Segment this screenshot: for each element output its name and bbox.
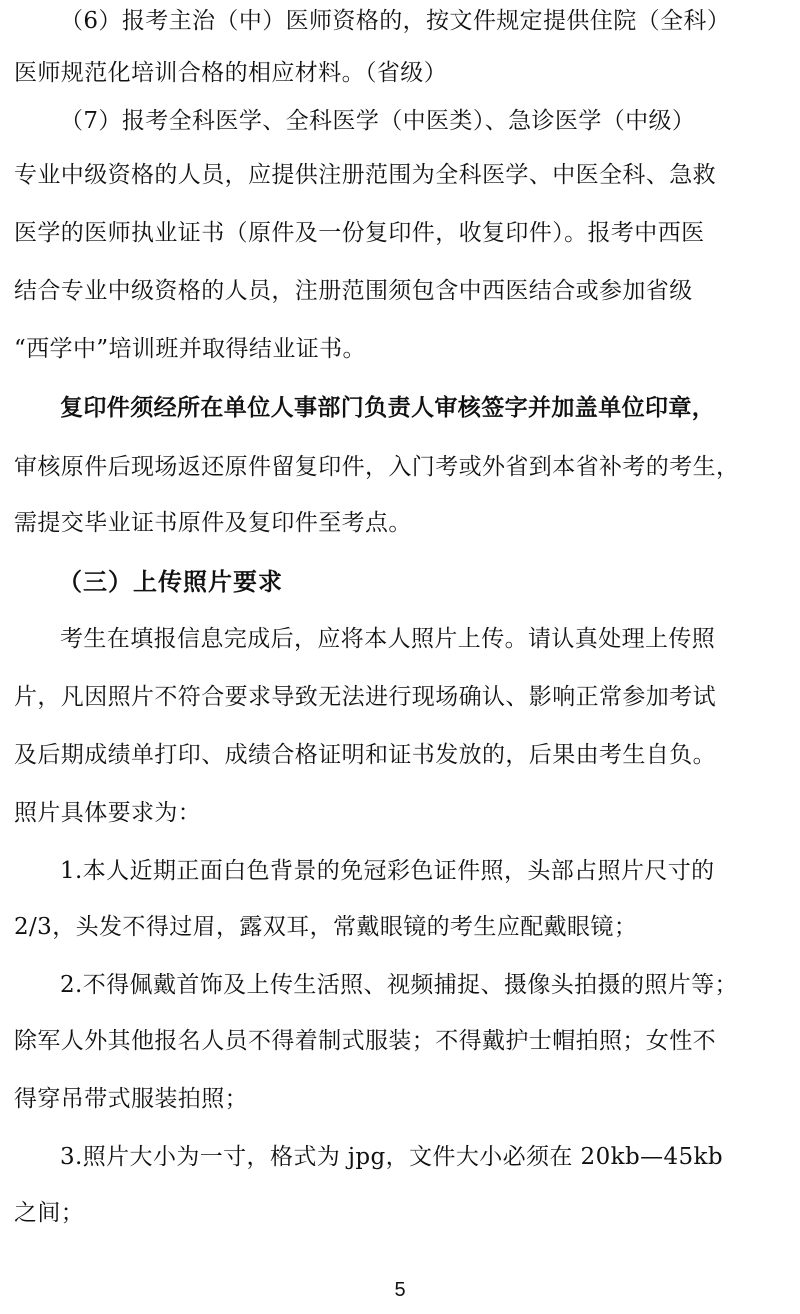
text-line: 结合专业中级资格的人员，注册范围须包含中西医结合或参加省级 xyxy=(14,278,693,304)
text-line: 及后期成绩单打印、成绩合格证明和证书发放的，后果由考生自负。 xyxy=(14,742,716,768)
page-number: 5 xyxy=(394,1279,406,1301)
bold-note-line: 复印件须经所在单位人事部门负责人审核签字并加盖单位印章， xyxy=(60,395,716,421)
text-line: 专业中级资格的人员，应提供注册范围为全科医学、中医全科、急救 xyxy=(14,162,716,188)
text-line: 除军人外其他报名人员不得着制式服装；不得戴护士帽拍照；女性不 xyxy=(14,1028,716,1054)
text-line: 得穿吊带式服装拍照； xyxy=(14,1086,248,1112)
text-line: 3.照片大小为一寸，格式为 jpg，文件大小必须在 20kb—45kb xyxy=(60,1144,723,1170)
text-line: （6）报考主治（中）医师资格的，按文件规定提供住院（全科） xyxy=(60,8,731,34)
text-line: 照片具体要求为： xyxy=(14,800,202,826)
text-line: 2.不得佩戴首饰及上传生活照、视频捕捉、摄像头拍摄的照片等； xyxy=(60,972,738,998)
text-line: 之间； xyxy=(14,1200,85,1226)
text-line: 2/3，头发不得过眉，露双耳，常戴眼镜的考生应配戴眼镜； xyxy=(14,914,638,940)
text-line: 需提交毕业证书原件及复印件至考点。 xyxy=(14,510,412,536)
text-line: （7）报考全科医学、全科医学（中医类）、急诊医学（中级） xyxy=(60,108,696,134)
text-line: 审核原件后现场返还原件留复印件，入门考或外省到本省补考的考生， xyxy=(14,454,740,480)
text-line: 医学的医师执业证书（原件及一份复印件，收复印件）。报考中西医 xyxy=(14,220,705,246)
text-line: 医师规范化培训合格的相应材料。（省级） xyxy=(14,60,448,86)
text-line: 片，凡因照片不符合要求导致无法进行现场确认、影响正常参加考试 xyxy=(14,684,716,710)
text-line: “西学中”培训班并取得结业证书。 xyxy=(14,336,366,362)
text-line: 考生在填报信息完成后，应将本人照片上传。请认真处理上传照 xyxy=(60,626,716,652)
text-line: 1.本人近期正面白色背景的免冠彩色证件照，头部占照片尺寸的 xyxy=(60,858,715,884)
section-heading: （三）上传照片要求 xyxy=(58,568,283,596)
